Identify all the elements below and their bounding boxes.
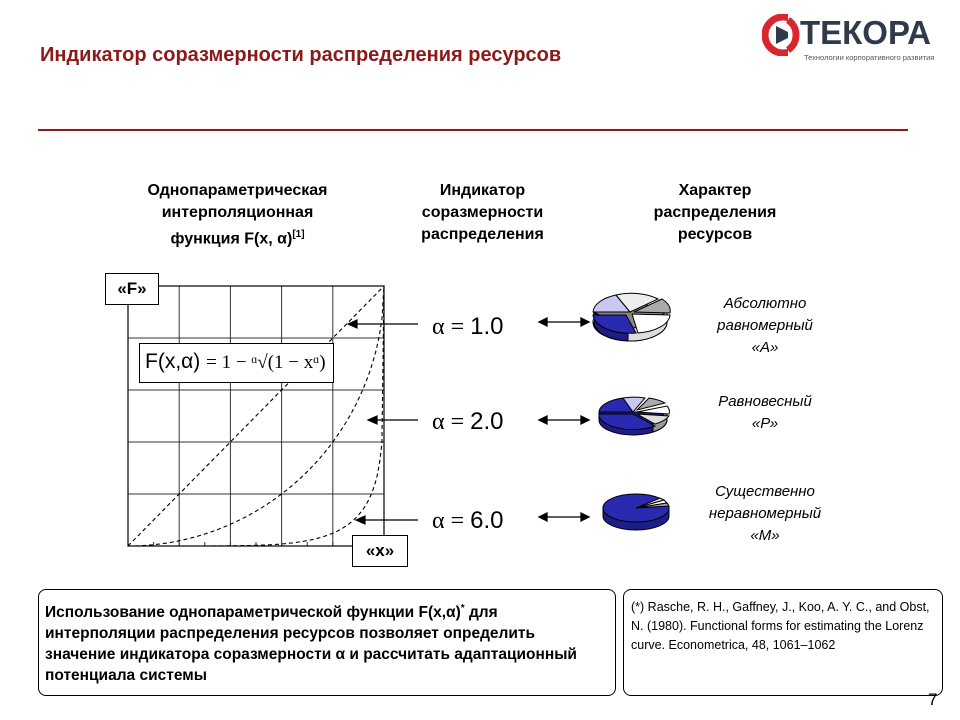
pie-nonuniform xyxy=(598,488,678,536)
indicator-alpha-1: α = 1.0 xyxy=(432,313,504,340)
lorenz-graph xyxy=(100,270,420,570)
pie-balanced xyxy=(593,390,678,440)
axis-label-x: «x» xyxy=(352,535,408,567)
type-uniform: Абсолютно равномерный «А» xyxy=(717,295,813,356)
indicator-alpha-3: α = 6.0 xyxy=(432,507,504,534)
axis-label-f: «F» xyxy=(105,273,159,305)
formula-lhs: F(x,α) xyxy=(145,350,201,373)
type-balanced: Равновесный «Р» xyxy=(718,393,812,432)
logo-name: ТЕКОРА xyxy=(800,14,931,51)
character-column-header: Характер распределения ресурсов xyxy=(653,182,777,243)
type-nonuniform: Существенно неравномерный «М» xyxy=(708,483,822,544)
curve-pointer-arrowhead xyxy=(356,516,365,524)
formula-rhs: = 1 − ᵅ√(1 − xᵅ) xyxy=(206,352,326,373)
indicator-column-header: Индикатор соразмерности распределения xyxy=(421,182,544,243)
page-number: 7 xyxy=(928,690,938,709)
logo-tagline: Технологии корпоративного развития xyxy=(804,53,935,62)
curve-pointer-arrowhead xyxy=(368,416,377,424)
indicator-arrows xyxy=(535,300,595,540)
reference-note: (*) Rasche, R. H., Gaffney, J., Koo, A. Y. C., and Obst, N. (1980). Functional forms for estimating the Lorenz curve. Econometrica, 48, 1061–1062 xyxy=(623,589,943,696)
pie-uniform xyxy=(588,288,678,350)
title-divider xyxy=(38,129,908,131)
logo-mark-icon xyxy=(762,14,804,56)
indicator-alpha-2: α = 2.0 xyxy=(432,408,504,435)
page-title: Индикатор соразмерности распределения ресурсов xyxy=(40,44,562,66)
lorenz-curve-alpha-1 xyxy=(128,286,384,546)
summary-note: Использование однопараметрической функции F(x,α)* для интерполяции распределения ресурсов позволяет определить значение индикатора соразмерности α и рассчитать адаптационный потенциала системы xyxy=(38,589,616,696)
function-column-header: Однопараметрическая интерполяционная функция F(x, α)[1] xyxy=(147,182,328,248)
formula-box xyxy=(139,343,334,383)
